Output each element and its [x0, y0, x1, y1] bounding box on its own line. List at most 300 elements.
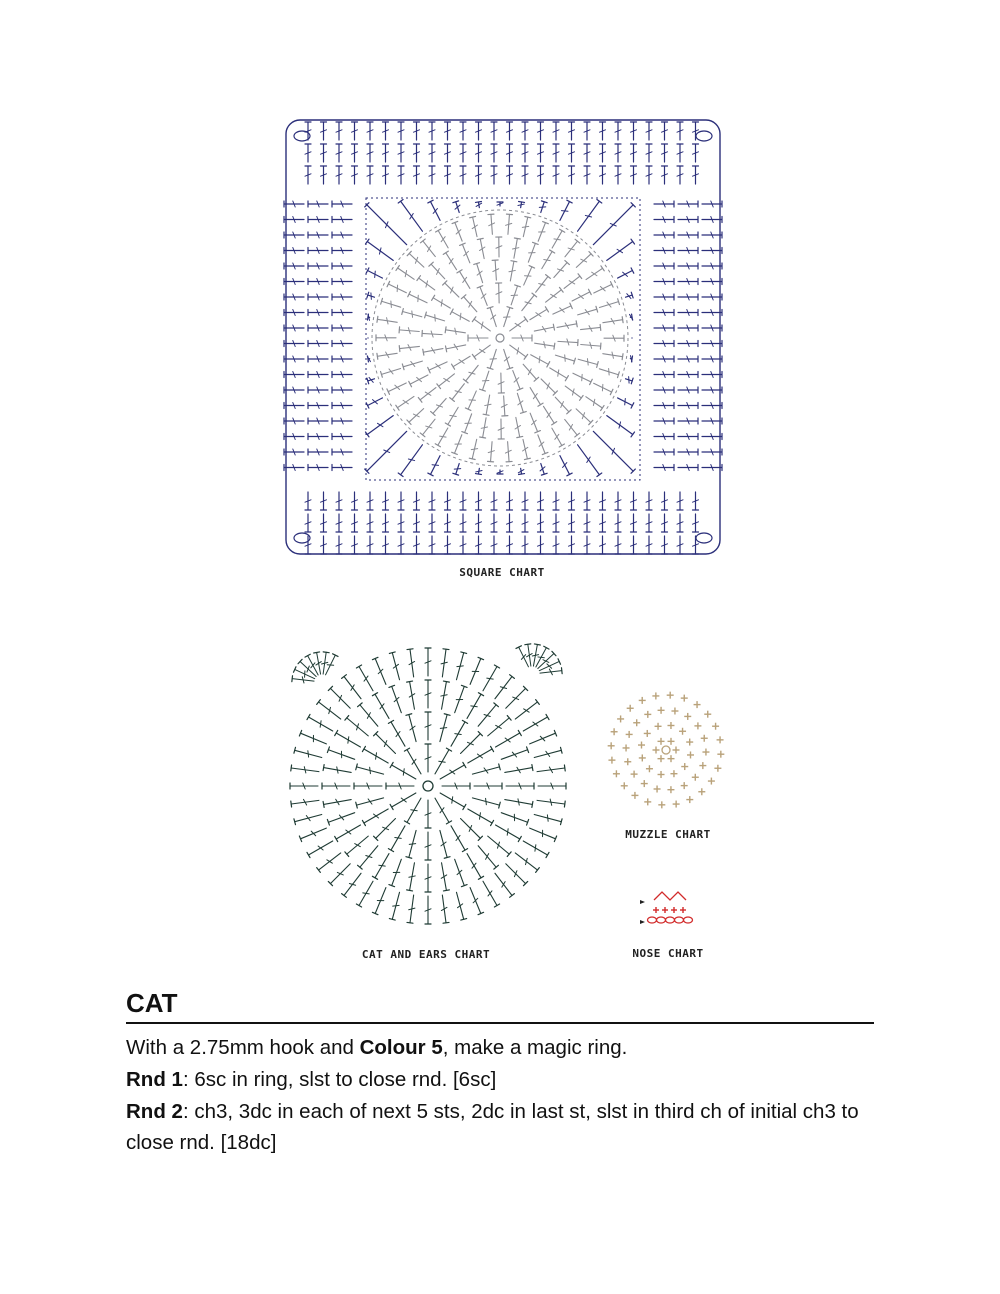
cat-round-stitch	[534, 814, 562, 824]
cat-round-stitch	[328, 686, 350, 708]
cat-round-stitch	[470, 888, 483, 915]
square-bottom-stitch	[553, 492, 559, 510]
square-top-stitch	[476, 166, 482, 184]
square-right-stitch	[654, 449, 674, 455]
square-bottom-stitch	[367, 492, 373, 510]
square-left-stitch	[308, 217, 328, 223]
square-round-stitch	[523, 364, 538, 381]
ear-stitch	[298, 659, 316, 676]
square-bottom-stitch	[569, 536, 575, 554]
cat-round-stitch	[523, 841, 549, 858]
square-right-stitch	[654, 403, 674, 409]
cat-round-stitch	[299, 730, 326, 743]
square-round-stitch	[576, 409, 593, 425]
square-round-stitch	[554, 261, 570, 278]
nose-chart-caption: NOSE CHART	[632, 947, 704, 960]
square-right-stitch	[678, 465, 698, 471]
square-round-stitch	[432, 295, 451, 308]
square-right-stitch	[702, 294, 722, 300]
square-round-stitch	[451, 356, 470, 369]
cat-round-stitch	[435, 748, 452, 774]
muzzle-sc-symbol	[699, 762, 706, 769]
square-bottom-stitch	[352, 536, 358, 554]
square-left-stitch	[332, 449, 352, 455]
muzzle-sc-symbol	[631, 771, 638, 778]
square-left-stitch	[332, 465, 352, 471]
square-round-stitch	[558, 339, 578, 346]
square-top-stitch	[336, 122, 342, 140]
square-bottom-stitch	[569, 492, 575, 510]
square-round-stitch	[407, 409, 424, 425]
square-bottom-stitch	[321, 514, 327, 532]
square-round-stitch	[530, 413, 540, 433]
cat-round-stitch	[425, 648, 431, 676]
muzzle-sc-symbol	[655, 723, 662, 730]
square-left-stitch	[284, 263, 304, 269]
cat-round-stitch	[358, 703, 378, 726]
square-round-stitch	[572, 289, 591, 301]
square-corner-stitch	[560, 456, 572, 476]
cat-round-stitch	[456, 652, 466, 680]
cat-round-stitch	[407, 681, 415, 709]
square-round-stitch	[504, 307, 513, 327]
square-top-stitch	[383, 122, 389, 140]
square-corner-stitch	[428, 456, 440, 476]
cat-round-stitch	[488, 836, 511, 856]
cat-round-stitch	[451, 720, 468, 746]
square-bottom-stitch	[398, 514, 404, 532]
cat-round-stitch	[407, 895, 415, 923]
square-left-stitch	[284, 418, 304, 424]
muzzle-sc-symbol	[670, 770, 677, 777]
square-bottom-stitch	[522, 492, 528, 510]
square-corner-stitch	[518, 468, 524, 474]
square-right-stitch	[702, 356, 722, 362]
square-right-stitch	[678, 356, 698, 362]
square-bottom-stitch	[491, 514, 497, 532]
square-corner-stitch	[367, 377, 375, 383]
square-top-stitch	[569, 166, 575, 184]
square-top-stitch	[398, 166, 404, 184]
square-top-stitch	[538, 144, 544, 162]
square-left-stitch	[308, 434, 328, 440]
square-round-stitch	[538, 222, 548, 242]
square-center-circle	[372, 210, 628, 466]
square-bottom-stitch	[615, 514, 621, 532]
square-round-stitch	[408, 291, 427, 302]
muzzle-sc-symbol	[694, 722, 701, 729]
square-right-stitch	[678, 248, 698, 254]
cat-round-stitch	[322, 783, 350, 789]
square-top-stitch	[367, 166, 373, 184]
square-round-stitch	[603, 317, 623, 324]
cat-round-stitch	[442, 783, 470, 789]
square-round-stitch	[515, 417, 523, 437]
square-right-stitch	[678, 217, 698, 223]
round-1-text: : 6sc in ring, slst to close rnd. [6sc]	[182, 1068, 497, 1091]
cat-round-stitch	[358, 846, 378, 869]
square-bottom-stitch	[507, 536, 513, 554]
square-round-stitch	[511, 285, 520, 305]
cat-round-stitch	[372, 854, 389, 880]
square-round-stitch	[534, 324, 554, 332]
cat-round-stitch	[537, 765, 565, 773]
square-bottom-stitch	[321, 492, 327, 510]
square-corner-stitch	[365, 203, 407, 245]
square-left-stitch	[332, 325, 352, 331]
square-left-stitch	[308, 279, 328, 285]
square-round-stitch	[603, 352, 623, 360]
square-round-stitch	[564, 274, 582, 289]
square-round-stitch	[445, 407, 458, 426]
cat-round-stitch	[335, 730, 361, 747]
square-round-stitch	[510, 317, 528, 331]
square-bottom-stitch	[491, 492, 497, 510]
square-round-stitch	[387, 281, 406, 292]
cat-round-stitch	[356, 665, 373, 691]
square-corner-stitch	[453, 464, 461, 476]
square-left-stitch	[332, 217, 352, 223]
square-bottom-stitch	[631, 492, 637, 510]
cat-round-stitch	[317, 700, 341, 719]
square-bottom-stitch	[662, 492, 668, 510]
muzzle-sc-symbol	[679, 728, 686, 735]
magic-ring-symbol	[496, 334, 504, 342]
cat-round-stitch	[501, 747, 528, 759]
muzzle-sc-symbol	[617, 715, 624, 722]
muzzle-sc-symbol	[668, 755, 675, 762]
square-top-stitch	[305, 144, 311, 162]
square-round-stitch	[396, 396, 414, 410]
square-right-stitch	[702, 248, 722, 254]
muzzle-sc-symbol	[702, 749, 709, 756]
square-round-stitch	[429, 262, 445, 279]
square-round-stitch	[399, 327, 419, 334]
muzzle-sc-symbol	[704, 711, 711, 718]
square-left-stitch	[308, 310, 328, 316]
square-corner-stitch	[630, 314, 633, 320]
square-corner-stitch	[578, 445, 602, 477]
muzzle-sc-symbol	[608, 757, 615, 764]
muzzle-sc-symbol	[626, 731, 633, 738]
round-2-instruction	[126, 1096, 886, 1158]
nose-end-arrow	[640, 920, 645, 924]
square-top-stitch	[600, 166, 606, 184]
square-top-stitch	[662, 122, 668, 140]
square-round-stitch	[460, 243, 470, 263]
muzzle-sc-symbol	[658, 707, 665, 714]
square-left-stitch	[308, 387, 328, 393]
square-round-stitch	[581, 324, 601, 331]
square-bottom-stitch	[398, 536, 404, 554]
square-right-stitch	[702, 310, 722, 316]
square-round-stitch	[557, 321, 577, 329]
square-round-stitch	[517, 393, 526, 413]
cat-round-stitch	[425, 680, 431, 708]
square-top-stitch	[367, 144, 373, 162]
square-right-stitch	[678, 310, 698, 316]
cat-round-stitch	[425, 744, 431, 772]
cat-round-stitch	[390, 793, 416, 810]
cat-round-stitch	[441, 681, 450, 709]
square-corner-stitch	[539, 201, 547, 213]
muzzle-sc-symbol	[667, 722, 674, 729]
square-right-stitch	[678, 434, 698, 440]
muzzle-sc-symbol	[671, 708, 678, 715]
square-bottom-stitch	[476, 536, 482, 554]
cat-round-stitch	[468, 746, 494, 763]
square-round-stitch	[377, 316, 397, 324]
square-round-stitch	[477, 238, 485, 258]
square-bottom-stitch	[693, 492, 699, 510]
square-round-stitch	[506, 214, 513, 234]
square-bottom-stitch	[383, 536, 389, 554]
cat-round-stitch	[530, 828, 557, 841]
square-right-stitch	[654, 387, 674, 393]
cat-round-stitch	[290, 783, 318, 789]
square-round-stitch	[536, 275, 551, 293]
cat-round-stitch	[291, 799, 319, 807]
square-round-stitch	[396, 266, 414, 280]
muzzle-sc-symbol	[681, 763, 688, 770]
muzzle-chart-caption: MUZZLE CHART	[625, 828, 711, 841]
square-top-stitch	[476, 144, 482, 162]
square-corner-stitch	[618, 398, 634, 408]
nose-chart	[638, 884, 702, 934]
square-round-stitch	[578, 359, 598, 368]
square-top-stitch	[491, 166, 497, 184]
square-bottom-stitch	[615, 492, 621, 510]
square-round-stitch	[594, 282, 613, 293]
square-right-stitch	[654, 418, 674, 424]
square-left-stitch	[332, 248, 352, 254]
cat-round-stitch	[496, 825, 522, 842]
square-left-stitch	[308, 465, 328, 471]
square-round-stitch	[420, 419, 435, 436]
cat-round-stitch	[372, 657, 385, 684]
cat-round-stitch	[390, 762, 416, 779]
square-left-stitch	[308, 263, 328, 269]
cat-round-stitch	[455, 859, 467, 886]
square-bottom-stitch	[677, 514, 683, 532]
square-bottom-stitch	[662, 514, 668, 532]
cat-round-stitch	[495, 675, 514, 699]
square-round-stitch	[381, 298, 401, 307]
muzzle-sc-symbol	[658, 801, 665, 808]
square-round-stitch	[425, 312, 445, 321]
square-corner-stitch	[475, 468, 482, 474]
cat-round-stitch	[345, 716, 368, 736]
square-chart-caption: SQUARE CHART	[459, 566, 545, 579]
cat-round-stitch	[515, 853, 539, 872]
square-bottom-stitch	[336, 536, 342, 554]
square-round-stitch	[377, 352, 397, 359]
square-round-stitch	[604, 335, 624, 341]
square-round-stitch	[463, 365, 478, 383]
square-top-stitch	[352, 122, 358, 140]
cat-round-stitch	[389, 685, 401, 712]
square-right-stitch	[702, 341, 722, 347]
square-round-stitch	[512, 238, 520, 258]
square-bottom-stitch	[460, 514, 466, 532]
muzzle-sc-symbol	[624, 758, 631, 765]
cat-round-stitch	[374, 732, 396, 754]
square-left-stitch	[308, 418, 328, 424]
muzzle-sc-symbol	[658, 738, 665, 745]
square-top-stitch	[367, 122, 373, 140]
muzzle-sc-symbol	[644, 711, 651, 718]
square-top-stitch	[429, 144, 435, 162]
square-round-stitch	[423, 348, 443, 356]
cat-round-stitch	[523, 714, 549, 731]
square-left-stitch	[332, 341, 352, 347]
square-bottom-stitch	[445, 536, 451, 554]
muzzle-sc-symbol	[667, 786, 674, 793]
square-left-stitch	[308, 403, 328, 409]
muzzle-sc-symbol	[714, 765, 721, 772]
square-top-stitch	[600, 122, 606, 140]
square-top-stitch	[584, 166, 590, 184]
square-bottom-stitch	[460, 492, 466, 510]
muzzle-sc-symbol	[673, 747, 680, 754]
square-round-stitch	[488, 214, 495, 234]
square-round-stitch	[523, 439, 531, 459]
cat-round-stitch	[472, 798, 500, 808]
muzzle-sc-symbol	[712, 723, 719, 730]
square-round-stitch	[509, 261, 517, 281]
square-round-stitch	[417, 276, 435, 290]
square-round-stitch	[538, 435, 548, 455]
square-left-stitch	[284, 201, 304, 207]
round-1-instruction	[126, 1064, 886, 1095]
square-top-stitch	[321, 122, 327, 140]
square-round-stitch	[480, 418, 488, 438]
muzzle-sc-symbol	[638, 742, 645, 749]
square-left-stitch	[284, 232, 304, 238]
square-bottom-stitch	[615, 536, 621, 554]
cat-round-stitch	[425, 800, 431, 828]
square-top-stitch	[352, 144, 358, 162]
muzzle-sc-symbol	[681, 782, 688, 789]
intro-paragraph	[126, 1032, 886, 1063]
cat-round-stitch	[505, 765, 533, 773]
muzzle-sc-symbol	[623, 744, 630, 751]
square-round-stitch	[552, 428, 565, 447]
square-bottom-stitch	[522, 514, 528, 532]
square-top-stitch	[538, 166, 544, 184]
square-bottom-stitch	[522, 536, 528, 554]
cat-round-stitch	[327, 747, 354, 759]
intro-text-pre: With a 2.75mm hook and	[126, 1036, 360, 1059]
square-corner-stitch	[518, 201, 525, 207]
square-bottom-stitch	[507, 492, 513, 510]
square-bottom-stitch	[398, 492, 404, 510]
square-left-stitch	[308, 341, 328, 347]
square-bottom-stitch	[429, 536, 435, 554]
nose-sc-symbol	[680, 907, 686, 913]
square-right-stitch	[678, 403, 698, 409]
square-bottom-stitch	[336, 492, 342, 510]
square-bottom-stitch	[429, 514, 435, 532]
square-corner-stitch	[365, 239, 393, 260]
cat-round-stitch	[506, 686, 528, 708]
square-round-stitch	[530, 388, 543, 407]
cat-round-stitch	[356, 881, 373, 907]
square-bottom-stitch	[445, 492, 451, 510]
square-corner-stitch	[618, 268, 634, 278]
square-round-stitch	[387, 383, 406, 394]
cat-round-stitch	[515, 700, 539, 719]
cat-round-stitch	[345, 836, 368, 856]
square-round-stitch	[407, 251, 424, 267]
cat-round-stitch	[456, 892, 466, 920]
square-round-stitch	[535, 342, 555, 350]
cat-round-stitch	[461, 732, 483, 754]
square-bottom-stitch	[305, 514, 311, 532]
muzzle-sc-symbol	[652, 692, 659, 699]
muzzle-sc-symbol	[646, 765, 653, 772]
square-left-stitch	[332, 356, 352, 362]
square-bottom-stitch	[367, 514, 373, 532]
cat-round-stitch	[461, 819, 483, 841]
square-right-stitch	[702, 387, 722, 393]
cat-round-stitch	[440, 830, 450, 858]
square-corner-stitch	[367, 292, 375, 299]
square-round-stitch	[487, 307, 496, 327]
nose-sc-symbol	[662, 907, 668, 913]
square-bottom-stitch	[305, 492, 311, 510]
square-top-stitch	[491, 144, 497, 162]
square-bottom-stitch	[476, 514, 482, 532]
square-corner-stitch	[540, 464, 547, 476]
cat-round-stitch	[435, 798, 452, 824]
muzzle-chart	[600, 684, 734, 818]
square-top-stitch	[336, 144, 342, 162]
square-top-stitch	[336, 166, 342, 184]
cat-round-stitch	[468, 809, 494, 826]
nose-chain-symbol	[657, 917, 666, 923]
square-corner-stitch	[578, 199, 602, 231]
cat-round-stitch	[474, 783, 502, 789]
square-round-stitch	[573, 373, 592, 384]
cat-round-stitch	[440, 714, 450, 742]
square-right-stitch	[654, 248, 674, 254]
cat-round-stitch	[467, 854, 484, 880]
square-top-stitch	[553, 144, 559, 162]
square-corner-stitch	[366, 398, 382, 408]
square-corner-stitch	[607, 416, 635, 437]
square-bottom-stitch	[677, 536, 683, 554]
square-round-stitch	[565, 419, 580, 437]
square-right-stitch	[702, 418, 722, 424]
square-round-stitch	[594, 383, 613, 394]
square-left-stitch	[284, 248, 304, 254]
square-bottom-stitch	[507, 514, 513, 532]
square-top-stitch	[662, 144, 668, 162]
square-left-stitch	[332, 294, 352, 300]
square-bottom-stitch	[491, 536, 497, 554]
square-bottom-stitch	[646, 492, 652, 510]
square-top-stitch	[383, 144, 389, 162]
square-left-stitch	[284, 310, 304, 316]
square-round-stitch	[399, 345, 419, 352]
square-corner-stitch	[428, 200, 440, 220]
square-top-stitch	[507, 166, 513, 184]
square-round-stitch	[552, 229, 565, 248]
square-bottom-stitch	[445, 514, 451, 532]
square-top-stitch	[414, 166, 420, 184]
square-round-stitch	[422, 330, 442, 337]
